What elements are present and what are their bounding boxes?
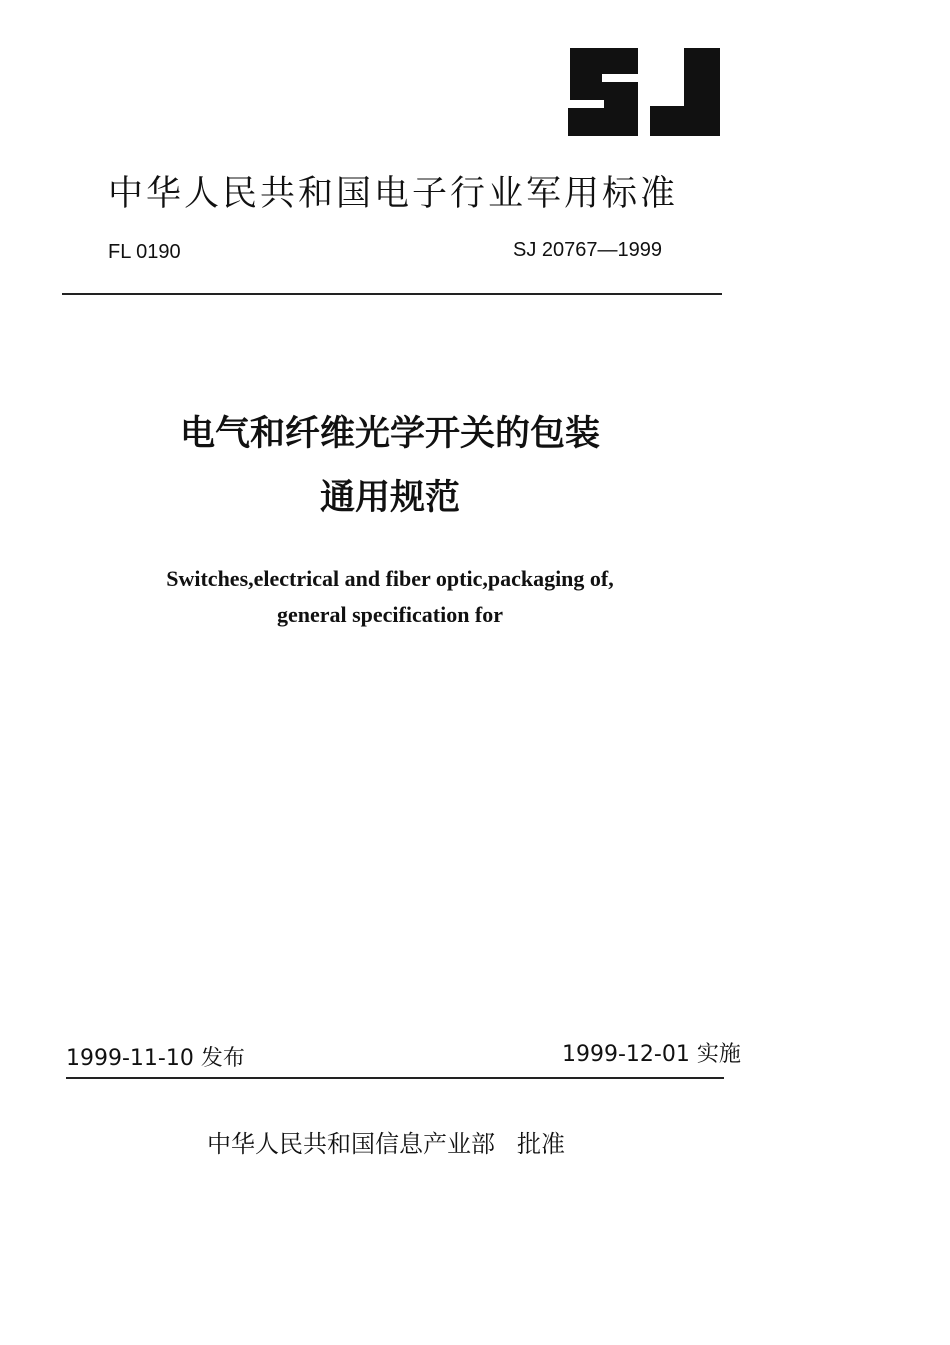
standard-number: SJ 20767—1999 [513,239,663,261]
chinese-title-line-1: 电气和纤维光学开关的包装 [179,414,600,454]
sj-logo-letter-s [568,48,638,136]
english-title-line-1: Switches,electrical and fiber optic,packaging of, [166,566,614,591]
english-title [0,561,780,633]
approving-authority: 中华人民共和国信息产业部 [207,1130,495,1158]
chinese-title-line-2: 通用规范 [319,478,460,518]
approval-action: 批准 [517,1130,565,1158]
sj-logo-letter-j [650,48,720,136]
footer-divider [66,1077,724,1079]
header-divider [62,293,722,295]
chinese-title [0,402,780,530]
issue-date: 1999-11-10 发布 [66,1046,245,1071]
classification-code: FL 0190 [108,241,181,263]
approval-line [207,1124,565,1159]
sj-logo [566,46,724,138]
effective-date: 1999-12-01 实施 [562,1042,741,1067]
standard-category: 中华人民共和国电子行业军用标准 [108,174,679,214]
english-title-line-2: general specification for [276,602,504,627]
